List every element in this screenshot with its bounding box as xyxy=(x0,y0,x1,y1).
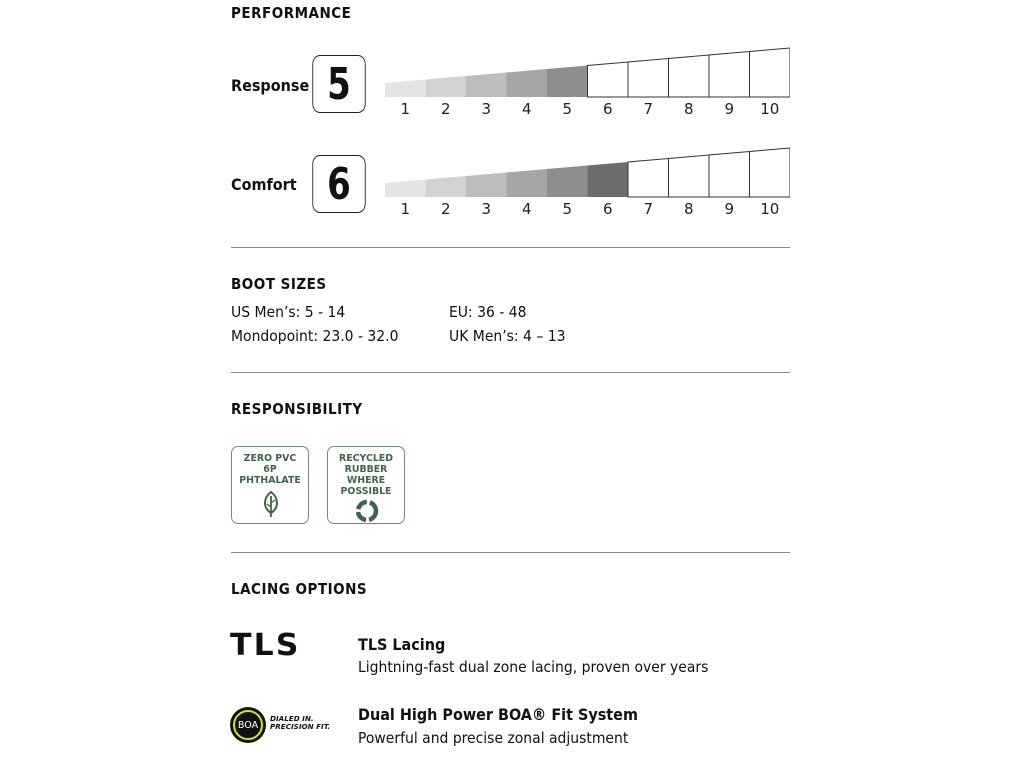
scale-segment-empty xyxy=(669,55,710,97)
scale-segment-filled xyxy=(385,80,426,98)
scale-tick-label: 4 xyxy=(521,200,532,216)
boa-description: Powerful and precise zonal adjustment xyxy=(358,729,629,747)
scale-tick-label: 9 xyxy=(724,200,735,216)
scale-tick-label: 2 xyxy=(440,100,451,116)
scale-tick-label: 9 xyxy=(724,100,735,116)
scale-tick-label: 10 xyxy=(760,100,780,116)
scale-tick-label: 7 xyxy=(643,200,654,216)
divider xyxy=(231,247,790,248)
scale-segment-empty xyxy=(628,59,669,98)
recycled-rubber-badge xyxy=(327,446,405,524)
boa-logo xyxy=(230,707,266,743)
scale-segment-filled xyxy=(385,180,426,198)
eu-size: EU: 36 - 48 xyxy=(449,303,527,321)
boa-tagline-line: PRECISION FIT. xyxy=(270,722,331,731)
badge-line: RUBBER xyxy=(344,464,388,475)
scale-tick-label: 5 xyxy=(562,100,573,116)
badge-line: ZERO PVC xyxy=(243,453,297,464)
scale-segment-filled xyxy=(507,69,548,97)
scale-segment-empty xyxy=(750,48,791,97)
boa-title: Dual High Power BOA® Fit System xyxy=(358,705,638,724)
scale-tick-label: 1 xyxy=(400,200,411,216)
tls-description: Lightning-fast dual zone lacing, proven over years xyxy=(358,658,709,676)
scale-segment-filled xyxy=(547,166,588,198)
scale-segment-filled xyxy=(466,173,507,198)
scale-tick-label: 6 xyxy=(602,200,613,216)
boa-tagline-line: DIALED IN. xyxy=(270,714,314,723)
scale-segment-filled xyxy=(507,169,548,197)
badge-line: WHERE xyxy=(346,475,386,486)
response-value: 5 xyxy=(312,55,365,113)
scale-segment-filled xyxy=(547,66,588,98)
scale-tick-label: 7 xyxy=(643,100,654,116)
response-scale xyxy=(384,46,790,116)
scale-segment-empty xyxy=(709,52,750,98)
scale-segment-filled xyxy=(426,176,467,197)
comfort-label: Comfort xyxy=(231,175,297,194)
leaf-icon xyxy=(257,490,285,518)
zero-pvc-badge xyxy=(231,446,309,524)
scale-segment-empty xyxy=(750,148,791,197)
badge-line: PHTHALATE xyxy=(239,475,301,486)
scale-tick-label: 1 xyxy=(400,100,411,116)
scale-segment-empty xyxy=(709,152,750,198)
scale-tick-label: 4 xyxy=(521,100,532,116)
scale-segment-empty xyxy=(588,62,629,97)
responsibility-heading: RESPONSIBILITY xyxy=(231,400,363,418)
scale-tick-label: 2 xyxy=(440,200,451,216)
recycle-icon xyxy=(353,497,381,525)
badge-line: RECYCLED xyxy=(339,453,393,464)
tls-logo: TLS xyxy=(230,628,301,663)
boa-tagline xyxy=(270,715,330,731)
badge-line: POSSIBLE xyxy=(340,486,392,497)
comfort-scale xyxy=(384,146,790,216)
us-mens-size: US Men’s: 5 - 14 xyxy=(231,303,346,321)
mondopoint-size: Mondopoint: 23.0 - 32.0 xyxy=(231,327,399,345)
performance-heading: PERFORMANCE xyxy=(231,4,352,22)
uk-mens-size: UK Men’s: 4 – 13 xyxy=(449,327,566,345)
scale-tick-label: 3 xyxy=(481,100,492,116)
tls-title: TLS Lacing xyxy=(358,635,446,654)
boa-logo-text: BOA xyxy=(233,710,263,740)
scale-tick-label: 5 xyxy=(562,200,573,216)
lacing-heading: LACING OPTIONS xyxy=(231,580,368,598)
scale-tick-label: 8 xyxy=(683,200,694,216)
scale-segment-empty xyxy=(669,155,710,197)
scale-segment-filled xyxy=(466,73,507,98)
badge-line: 6P xyxy=(263,464,277,475)
scale-segment-filled xyxy=(426,76,467,97)
scale-tick-label: 6 xyxy=(602,100,613,116)
scale-segment-filled xyxy=(588,162,629,197)
response-label: Response xyxy=(231,76,310,95)
comfort-value: 6 xyxy=(312,155,365,213)
divider xyxy=(231,552,790,553)
scale-tick-label: 3 xyxy=(481,200,492,216)
divider xyxy=(231,372,790,373)
scale-tick-label: 8 xyxy=(683,100,694,116)
boot-sizes-heading: BOOT SIZES xyxy=(231,275,327,293)
scale-segment-empty xyxy=(628,159,669,198)
scale-tick-label: 10 xyxy=(760,200,780,216)
